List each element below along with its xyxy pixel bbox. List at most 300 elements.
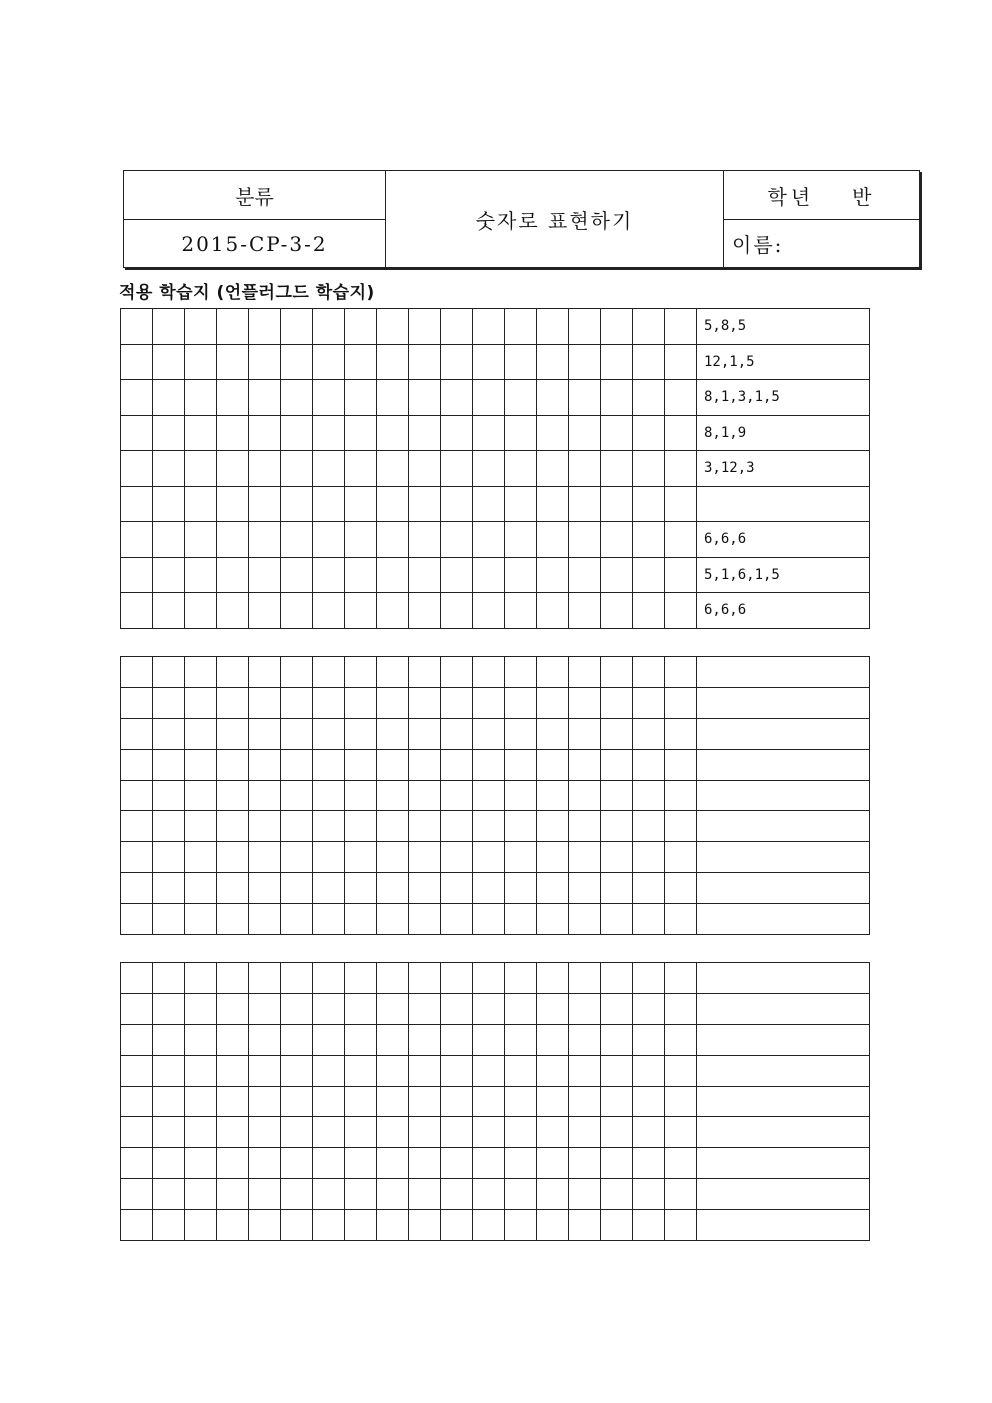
grid-cell[interactable] [601, 1179, 633, 1210]
grid-cell[interactable] [345, 593, 377, 629]
grid-cell[interactable] [121, 557, 153, 593]
grid-cell[interactable] [249, 415, 281, 451]
grid-cell[interactable] [569, 1117, 601, 1148]
grid-cell[interactable] [121, 415, 153, 451]
grid-cell[interactable] [153, 687, 185, 718]
grid-cell[interactable] [313, 1055, 345, 1086]
grid-cell[interactable] [281, 451, 313, 487]
grid-cell[interactable] [121, 718, 153, 749]
grid-cell[interactable] [441, 1179, 473, 1210]
grid-cell[interactable] [537, 557, 569, 593]
grid-cell[interactable] [217, 593, 249, 629]
grid-cell[interactable] [249, 749, 281, 780]
grid-cell[interactable] [537, 522, 569, 558]
grid-cell[interactable] [313, 557, 345, 593]
grid-cell[interactable] [249, 1024, 281, 1055]
grid-cell[interactable] [249, 522, 281, 558]
grid-cell[interactable] [345, 1086, 377, 1117]
grid-cell[interactable] [121, 1210, 153, 1241]
grid-cell[interactable] [377, 1210, 409, 1241]
grid-cell[interactable] [185, 1179, 217, 1210]
grid-cell[interactable] [313, 993, 345, 1024]
grid-cell[interactable] [377, 780, 409, 811]
grid-cell[interactable] [217, 718, 249, 749]
grid-cell[interactable] [345, 687, 377, 718]
grid-cell[interactable] [345, 873, 377, 904]
grid-cell[interactable] [281, 749, 313, 780]
grid-cell[interactable] [441, 309, 473, 345]
grid-cell[interactable] [217, 451, 249, 487]
grid-cell[interactable] [569, 344, 601, 380]
grid-cell[interactable] [569, 380, 601, 416]
grid-cell[interactable] [537, 451, 569, 487]
grid-cell[interactable] [377, 415, 409, 451]
grid-cell[interactable] [569, 1086, 601, 1117]
grid-cell[interactable] [377, 842, 409, 873]
grid-cell[interactable] [249, 963, 281, 994]
grid-cell[interactable] [633, 1055, 665, 1086]
grid-cell[interactable] [409, 1055, 441, 1086]
grid-cell[interactable] [473, 557, 505, 593]
grid-cell[interactable] [473, 380, 505, 416]
grid-cell[interactable] [281, 904, 313, 935]
grid-cell[interactable] [601, 557, 633, 593]
grid-cell[interactable] [601, 993, 633, 1024]
grid-cell[interactable] [185, 1086, 217, 1117]
grid-cell[interactable] [409, 486, 441, 522]
grid-cell[interactable] [409, 749, 441, 780]
grid-cell[interactable] [409, 842, 441, 873]
grid-cell[interactable] [281, 1117, 313, 1148]
grid-cell[interactable] [537, 1179, 569, 1210]
grid-cell[interactable] [249, 904, 281, 935]
grid-cell[interactable] [249, 1086, 281, 1117]
grid-cell[interactable] [153, 344, 185, 380]
grid-cell[interactable] [185, 780, 217, 811]
grid-cell[interactable] [537, 593, 569, 629]
grid-cell[interactable] [601, 780, 633, 811]
grid-cell[interactable] [281, 718, 313, 749]
grid-cell[interactable] [249, 309, 281, 345]
grid-cell[interactable] [441, 451, 473, 487]
grid-cell[interactable] [377, 1179, 409, 1210]
grid-cell[interactable] [409, 873, 441, 904]
grid-cell[interactable] [377, 904, 409, 935]
grid-cell[interactable] [249, 344, 281, 380]
grid-cell[interactable] [249, 451, 281, 487]
grid-cell[interactable] [249, 1210, 281, 1241]
grid-cell[interactable] [537, 811, 569, 842]
grid-cell[interactable] [441, 1148, 473, 1179]
grid-cell[interactable] [633, 780, 665, 811]
grid-cell[interactable] [473, 1086, 505, 1117]
grid-cell[interactable] [537, 1148, 569, 1179]
grid-cell[interactable] [377, 486, 409, 522]
grid-cell[interactable] [537, 657, 569, 688]
grid-cell[interactable] [153, 557, 185, 593]
grid-cell[interactable] [153, 718, 185, 749]
grid-cell[interactable] [409, 963, 441, 994]
grid-cell[interactable] [313, 873, 345, 904]
grid-cell[interactable] [569, 1148, 601, 1179]
grid-cell[interactable] [473, 993, 505, 1024]
grid-cell[interactable] [633, 657, 665, 688]
grid-cell[interactable] [505, 344, 537, 380]
grid-cell[interactable] [281, 593, 313, 629]
grid-cell[interactable] [313, 1024, 345, 1055]
grid-cell[interactable] [409, 415, 441, 451]
grid-cell[interactable] [185, 1117, 217, 1148]
grid-cell[interactable] [377, 309, 409, 345]
grid-cell[interactable] [633, 415, 665, 451]
grid-cell[interactable] [121, 780, 153, 811]
grid-cell[interactable] [409, 1210, 441, 1241]
grid-cell[interactable] [633, 811, 665, 842]
grid-cell[interactable] [217, 873, 249, 904]
grid-cell[interactable] [313, 1148, 345, 1179]
grid-cell[interactable] [153, 1179, 185, 1210]
grid-cell[interactable] [281, 873, 313, 904]
grid-cell[interactable] [441, 1086, 473, 1117]
grid-cell[interactable] [217, 657, 249, 688]
grid-cell[interactable] [537, 749, 569, 780]
grid-cell[interactable] [185, 657, 217, 688]
grid-cell[interactable] [441, 657, 473, 688]
grid-cell[interactable] [505, 873, 537, 904]
grid-cell[interactable] [601, 1055, 633, 1086]
grid-cell[interactable] [313, 451, 345, 487]
grid-cell[interactable] [377, 749, 409, 780]
grid-cell[interactable] [377, 380, 409, 416]
grid-cell[interactable] [409, 344, 441, 380]
grid-cell[interactable] [121, 873, 153, 904]
grid-cell[interactable] [409, 780, 441, 811]
grid-cell[interactable] [217, 1086, 249, 1117]
grid-cell[interactable] [249, 842, 281, 873]
grid-cell[interactable] [633, 344, 665, 380]
grid-cell[interactable] [409, 993, 441, 1024]
grid-cell[interactable] [185, 687, 217, 718]
grid-cell[interactable] [633, 451, 665, 487]
grid-cell[interactable] [441, 749, 473, 780]
grid-cell[interactable] [281, 657, 313, 688]
grid-cell[interactable] [249, 687, 281, 718]
grid-cell[interactable] [185, 993, 217, 1024]
grid-cell[interactable] [153, 1024, 185, 1055]
grid-cell[interactable] [249, 557, 281, 593]
grid-cell[interactable] [377, 1086, 409, 1117]
grid-cell[interactable] [345, 415, 377, 451]
grid-cell[interactable] [345, 522, 377, 558]
grid-cell[interactable] [217, 1148, 249, 1179]
grid-cell[interactable] [249, 873, 281, 904]
grid-cell[interactable] [537, 1024, 569, 1055]
grid-cell[interactable] [217, 1179, 249, 1210]
grid-cell[interactable] [409, 811, 441, 842]
grid-cell[interactable] [377, 1117, 409, 1148]
grid-cell[interactable] [345, 963, 377, 994]
grid-cell[interactable] [633, 1179, 665, 1210]
grid-cell[interactable] [409, 557, 441, 593]
grid-cell[interactable] [601, 486, 633, 522]
grid-cell[interactable] [473, 1148, 505, 1179]
grid-cell[interactable] [409, 380, 441, 416]
grid-cell[interactable] [665, 1148, 697, 1179]
grid-cell[interactable] [121, 380, 153, 416]
grid-cell[interactable] [473, 657, 505, 688]
grid-cell[interactable] [121, 344, 153, 380]
grid-cell[interactable] [185, 344, 217, 380]
grid-cell[interactable] [473, 1117, 505, 1148]
grid-cell[interactable] [281, 687, 313, 718]
grid-cell[interactable] [569, 687, 601, 718]
grid-cell[interactable] [313, 344, 345, 380]
grid-cell[interactable] [345, 1117, 377, 1148]
grid-cell[interactable] [665, 415, 697, 451]
grid-cell[interactable] [345, 1179, 377, 1210]
grid-cell[interactable] [217, 1024, 249, 1055]
grid-cell[interactable] [633, 1086, 665, 1117]
grid-cell[interactable] [537, 993, 569, 1024]
grid-cell[interactable] [601, 415, 633, 451]
grid-cell[interactable] [409, 904, 441, 935]
grid-cell[interactable] [249, 657, 281, 688]
grid-cell[interactable] [185, 749, 217, 780]
grid-cell[interactable] [569, 557, 601, 593]
grid-cell[interactable] [569, 780, 601, 811]
grid-cell[interactable] [505, 1086, 537, 1117]
grid-cell[interactable] [121, 1024, 153, 1055]
grid-cell[interactable] [473, 873, 505, 904]
grid-cell[interactable] [601, 811, 633, 842]
grid-cell[interactable] [313, 1210, 345, 1241]
grid-cell[interactable] [249, 380, 281, 416]
grid-cell[interactable] [153, 1148, 185, 1179]
grid-cell[interactable] [121, 687, 153, 718]
grid-cell[interactable] [441, 380, 473, 416]
grid-cell[interactable] [345, 780, 377, 811]
grid-cell[interactable] [281, 1210, 313, 1241]
grid-cell[interactable] [633, 309, 665, 345]
grid-cell[interactable] [281, 1086, 313, 1117]
grid-cell[interactable] [665, 811, 697, 842]
grid-cell[interactable] [153, 522, 185, 558]
grid-cell[interactable] [601, 963, 633, 994]
grid-cell[interactable] [441, 963, 473, 994]
grid-cell[interactable] [409, 309, 441, 345]
grid-cell[interactable] [313, 687, 345, 718]
grid-cell[interactable] [633, 963, 665, 994]
grid-cell[interactable] [313, 1179, 345, 1210]
grid-cell[interactable] [281, 309, 313, 345]
grid-cell[interactable] [121, 993, 153, 1024]
grid-cell[interactable] [537, 344, 569, 380]
grid-cell[interactable] [377, 451, 409, 487]
grid-cell[interactable] [601, 904, 633, 935]
grid-cell[interactable] [665, 718, 697, 749]
grid-cell[interactable] [153, 380, 185, 416]
grid-cell[interactable] [345, 486, 377, 522]
grid-cell[interactable] [601, 344, 633, 380]
grid-cell[interactable] [505, 963, 537, 994]
grid-cell[interactable] [217, 1055, 249, 1086]
grid-cell[interactable] [409, 687, 441, 718]
grid-cell[interactable] [505, 1055, 537, 1086]
grid-cell[interactable] [313, 1117, 345, 1148]
grid-cell[interactable] [121, 593, 153, 629]
grid-cell[interactable] [473, 963, 505, 994]
grid-cell[interactable] [665, 780, 697, 811]
grid-cell[interactable] [569, 1210, 601, 1241]
grid-cell[interactable] [441, 557, 473, 593]
grid-cell[interactable] [505, 1024, 537, 1055]
grid-cell[interactable] [473, 749, 505, 780]
grid-cell[interactable] [441, 811, 473, 842]
grid-cell[interactable] [665, 1179, 697, 1210]
grid-cell[interactable] [505, 309, 537, 345]
grid-cell[interactable] [249, 1117, 281, 1148]
grid-cell[interactable] [601, 657, 633, 688]
grid-cell[interactable] [345, 842, 377, 873]
grid-cell[interactable] [473, 1055, 505, 1086]
grid-cell[interactable] [217, 687, 249, 718]
grid-cell[interactable] [377, 1024, 409, 1055]
grid-cell[interactable] [601, 380, 633, 416]
grid-cell[interactable] [665, 1024, 697, 1055]
grid-cell[interactable] [505, 718, 537, 749]
grid-cell[interactable] [313, 657, 345, 688]
grid-cell[interactable] [633, 557, 665, 593]
grid-cell[interactable] [665, 522, 697, 558]
grid-cell[interactable] [505, 380, 537, 416]
grid-cell[interactable] [633, 380, 665, 416]
grid-cell[interactable] [665, 557, 697, 593]
grid-cell[interactable] [441, 593, 473, 629]
grid-cell[interactable] [505, 1179, 537, 1210]
grid-cell[interactable] [153, 309, 185, 345]
grid-cell[interactable] [121, 1055, 153, 1086]
name-cell[interactable] [724, 220, 919, 267]
grid-cell[interactable] [441, 1024, 473, 1055]
grid-cell[interactable] [505, 557, 537, 593]
grid-cell[interactable] [121, 1148, 153, 1179]
grid-cell[interactable] [281, 1179, 313, 1210]
grid-cell[interactable] [569, 993, 601, 1024]
grid-cell[interactable] [153, 993, 185, 1024]
grid-cell[interactable] [345, 1210, 377, 1241]
grid-cell[interactable] [281, 415, 313, 451]
grid-cell[interactable] [217, 749, 249, 780]
grid-cell[interactable] [665, 993, 697, 1024]
grid-cell[interactable] [505, 993, 537, 1024]
grid-cell[interactable] [505, 1117, 537, 1148]
grid-cell[interactable] [249, 718, 281, 749]
grid-cell[interactable] [377, 873, 409, 904]
grid-cell[interactable] [633, 522, 665, 558]
grid-cell[interactable] [217, 780, 249, 811]
grid-cell[interactable] [505, 451, 537, 487]
grid-cell[interactable] [153, 1210, 185, 1241]
grid-cell[interactable] [313, 963, 345, 994]
grid-cell[interactable] [249, 811, 281, 842]
grid-cell[interactable] [537, 873, 569, 904]
grid-cell[interactable] [569, 963, 601, 994]
grid-cell[interactable] [665, 1117, 697, 1148]
grid-cell[interactable] [537, 780, 569, 811]
grid-cell[interactable] [153, 593, 185, 629]
grid-cell[interactable] [633, 486, 665, 522]
grid-cell[interactable] [249, 1055, 281, 1086]
grid-cell[interactable] [185, 380, 217, 416]
grid-cell[interactable] [409, 522, 441, 558]
grid-cell[interactable] [313, 718, 345, 749]
grid-cell[interactable] [313, 415, 345, 451]
grid-cell[interactable] [537, 1210, 569, 1241]
grid-cell[interactable] [249, 486, 281, 522]
grid-cell[interactable] [217, 486, 249, 522]
grid-cell[interactable] [121, 1179, 153, 1210]
grid-cell[interactable] [441, 486, 473, 522]
grid-cell[interactable] [185, 1148, 217, 1179]
grid-cell[interactable] [665, 486, 697, 522]
grid-cell[interactable] [633, 593, 665, 629]
grid-cell[interactable] [185, 593, 217, 629]
grid-cell[interactable] [505, 415, 537, 451]
grid-cell[interactable] [345, 749, 377, 780]
grid-cell[interactable] [121, 309, 153, 345]
grid-cell[interactable] [377, 1055, 409, 1086]
grid-cell[interactable] [185, 486, 217, 522]
grid-cell[interactable] [345, 811, 377, 842]
grid-cell[interactable] [121, 1117, 153, 1148]
grid-cell[interactable] [185, 904, 217, 935]
grid-cell[interactable] [601, 1210, 633, 1241]
grid-cell[interactable] [601, 522, 633, 558]
grid-cell[interactable] [121, 811, 153, 842]
grid-cell[interactable] [153, 1055, 185, 1086]
grid-cell[interactable] [121, 963, 153, 994]
grid-cell[interactable] [185, 873, 217, 904]
grid-cell[interactable] [377, 593, 409, 629]
grid-cell[interactable] [345, 1148, 377, 1179]
grid-cell[interactable] [537, 963, 569, 994]
grid-cell[interactable] [121, 749, 153, 780]
grid-cell[interactable] [601, 687, 633, 718]
grid-cell[interactable] [665, 344, 697, 380]
grid-cell[interactable] [185, 451, 217, 487]
grid-cell[interactable] [121, 486, 153, 522]
grid-cell[interactable] [633, 1148, 665, 1179]
grid-cell[interactable] [633, 687, 665, 718]
grid-cell[interactable] [633, 904, 665, 935]
grid-cell[interactable] [153, 1117, 185, 1148]
grid-cell[interactable] [633, 993, 665, 1024]
grid-cell[interactable] [633, 1210, 665, 1241]
grid-cell[interactable] [601, 451, 633, 487]
grid-cell[interactable] [569, 904, 601, 935]
grid-cell[interactable] [281, 993, 313, 1024]
grid-cell[interactable] [345, 1055, 377, 1086]
grid-cell[interactable] [601, 718, 633, 749]
grid-cell[interactable] [441, 842, 473, 873]
grid-cell[interactable] [217, 1210, 249, 1241]
grid-cell[interactable] [153, 1086, 185, 1117]
grid-cell[interactable] [185, 1210, 217, 1241]
grid-cell[interactable] [569, 657, 601, 688]
grid-cell[interactable] [665, 1086, 697, 1117]
grid-cell[interactable] [409, 1148, 441, 1179]
grid-cell[interactable] [377, 522, 409, 558]
